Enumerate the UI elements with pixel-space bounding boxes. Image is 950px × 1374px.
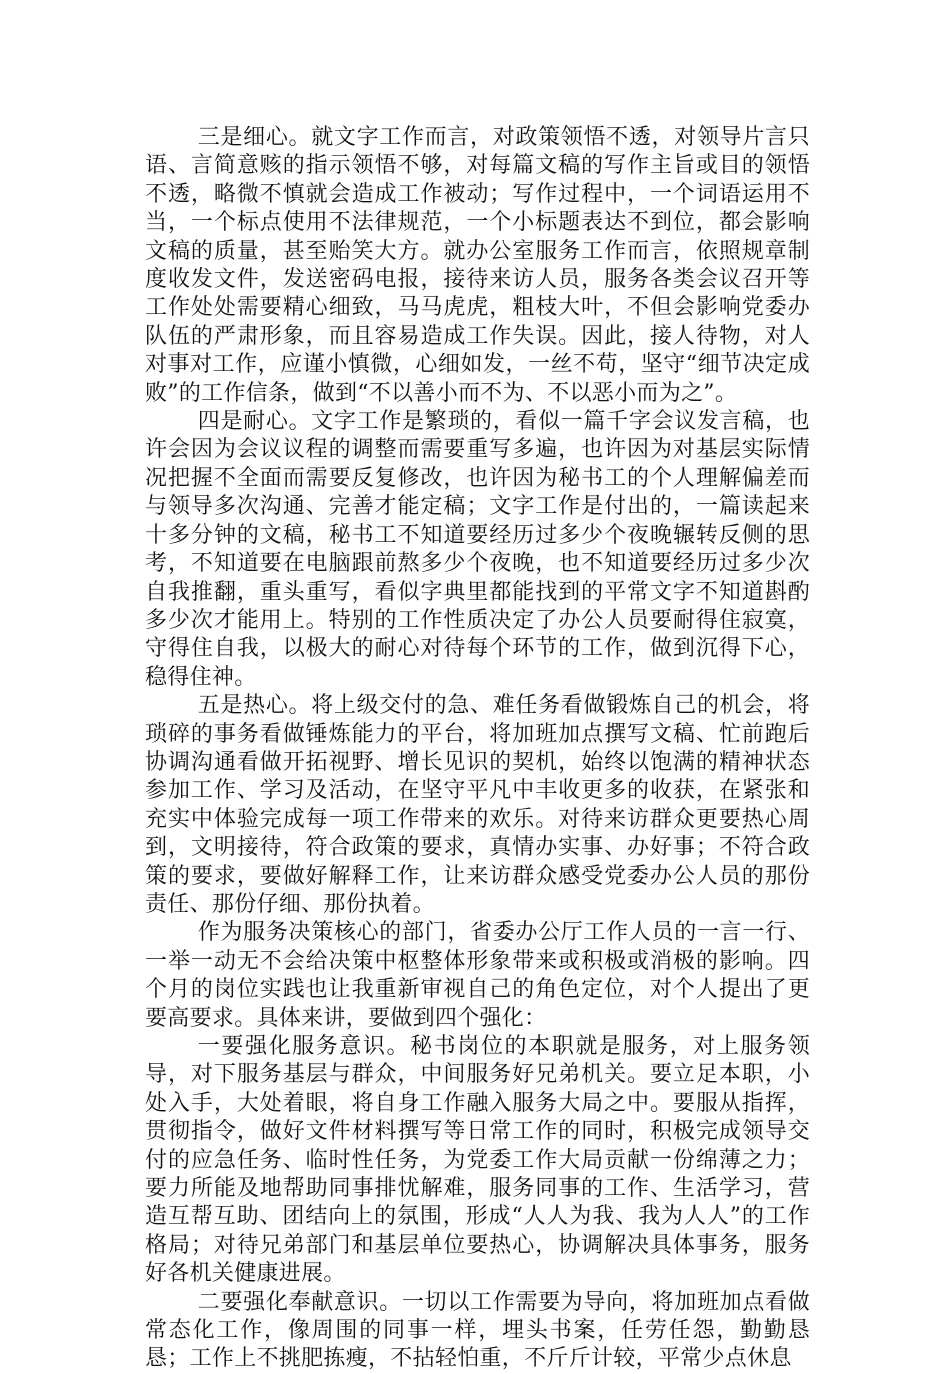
paragraph-role-positioning: 作为服务决策核心的部门，省委办公厅工作人员的一言一行、一举一动无不会给决策中枢整体形象带来或积极或消极的影响。四个月的岗位实践也让我重新审视自己的角色定位，对个人提出了更要高要求。具体来讲，要做到四个强化： [145, 920, 810, 1031]
paragraph-service-awareness: 一要强化服务意识。秘书岗位的本职就是服务，对上服务领导，对下服务基层与群众，中间服务好兄弟机关。要立足本职，小处入手，大处着眼，将自身工作融入服务大局之中。要服从指挥，贯彻指令，做好文件材料撰写等日常工作的同时，积极完成领导交付的应急任务、临时性任务，为党委工作大局贡献一份绵薄之力；要力所能及地帮助同事排忧解难，服务同事的工作、生活学习，营造互帮互助、团结向上的氛围，形成“人人为我、我为人人”的工作格局；对待兄弟部门和基层单位要热心，协调解决具体事务，服务好各机关健康进展。 [145, 1034, 810, 1287]
paragraph-dedication-awareness: 二要强化奉献意识。一切以工作需要为导向，将加班加点看做常态化工作，像周围的同事一样，埋头书案，任劳任怨，勤勤恳恳；工作上不挑肥拣瘦，不拈轻怕重，不斤斤计较，平常少点休息 [145, 1289, 810, 1372]
paragraph-careful: 三是细心。就文字工作而言，对政策领悟不透，对领导片言只语、言简意赅的指示领悟不够，对每篇文稿的写作主旨或目的领悟不透，略微不慎就会造成工作被动；写作过程中，一个词语运用不当，一个标点使用不法律规范，一个小标题表达不到位，都会影响文稿的质量，甚至贻笑大方。就办公室服务工作而言，依照规章制度收发文件，发送密码电报，接待来访人员，服务各类会议召开等工作处处需要精心细致，马马虎虎，粗枝大叶，不但会影响党委办队伍的严肃形象，而且容易造成工作失误。因此，接人待物，对人对事对工作，应谨小慎微，心细如发，一丝不苟，坚守“细节决定成败”的工作信条，做到“不以善小而不为、不以恶小而为之”。 [145, 125, 810, 406]
paragraph-enthusiastic: 五是热心。将上级交付的急、难任务看做锻炼自己的机会，将琐碎的事务看做锤炼能力的平台，将加班加点撰写文稿、忙前跑后协调沟通看做开拓视野、增长见识的契机，始终以饱满的精神状态参加工作、学习及活动，在坚守平凡中丰收更多的收获，在紧张和充实中体验完成每一项工作带来的欢乐。对待来访群众更要热心周到，文明接待，符合政策的要求，真情办实事、办好事；不符合政策的要求，要做好解释工作，让来访群众感受党委办公人员的那份责任、那份仔细、那份执着。 [145, 693, 810, 917]
paragraph-patient: 四是耐心。文字工作是繁琐的，看似一篇千字会议发言稿，也许会因为会议议程的调整而需要重写多遍，也许因为对基层实际情况把握不全面而需要反复修改，也许因为秘书工的个人理解偏差而与领导多次沟通、完善才能定稿；文字工作是付出的，一篇读起来十多分钟的文稿，秘书工不知道要经历过多少个夜晚辗转反侧的思考，不知道要在电脑跟前熬多少个夜晚，也不知道要经历过多少次自我推翻，重头重写，看似字典里都能找到的平常文字不知道斟酌多少次才能用上。特别的工作性质决定了办公人员要耐得住寂寞，守得住自我，以极大的耐心对待每个环节的工作，做到沉得下心，稳得住神。 [145, 409, 810, 690]
document-body [145, 124, 810, 1374]
